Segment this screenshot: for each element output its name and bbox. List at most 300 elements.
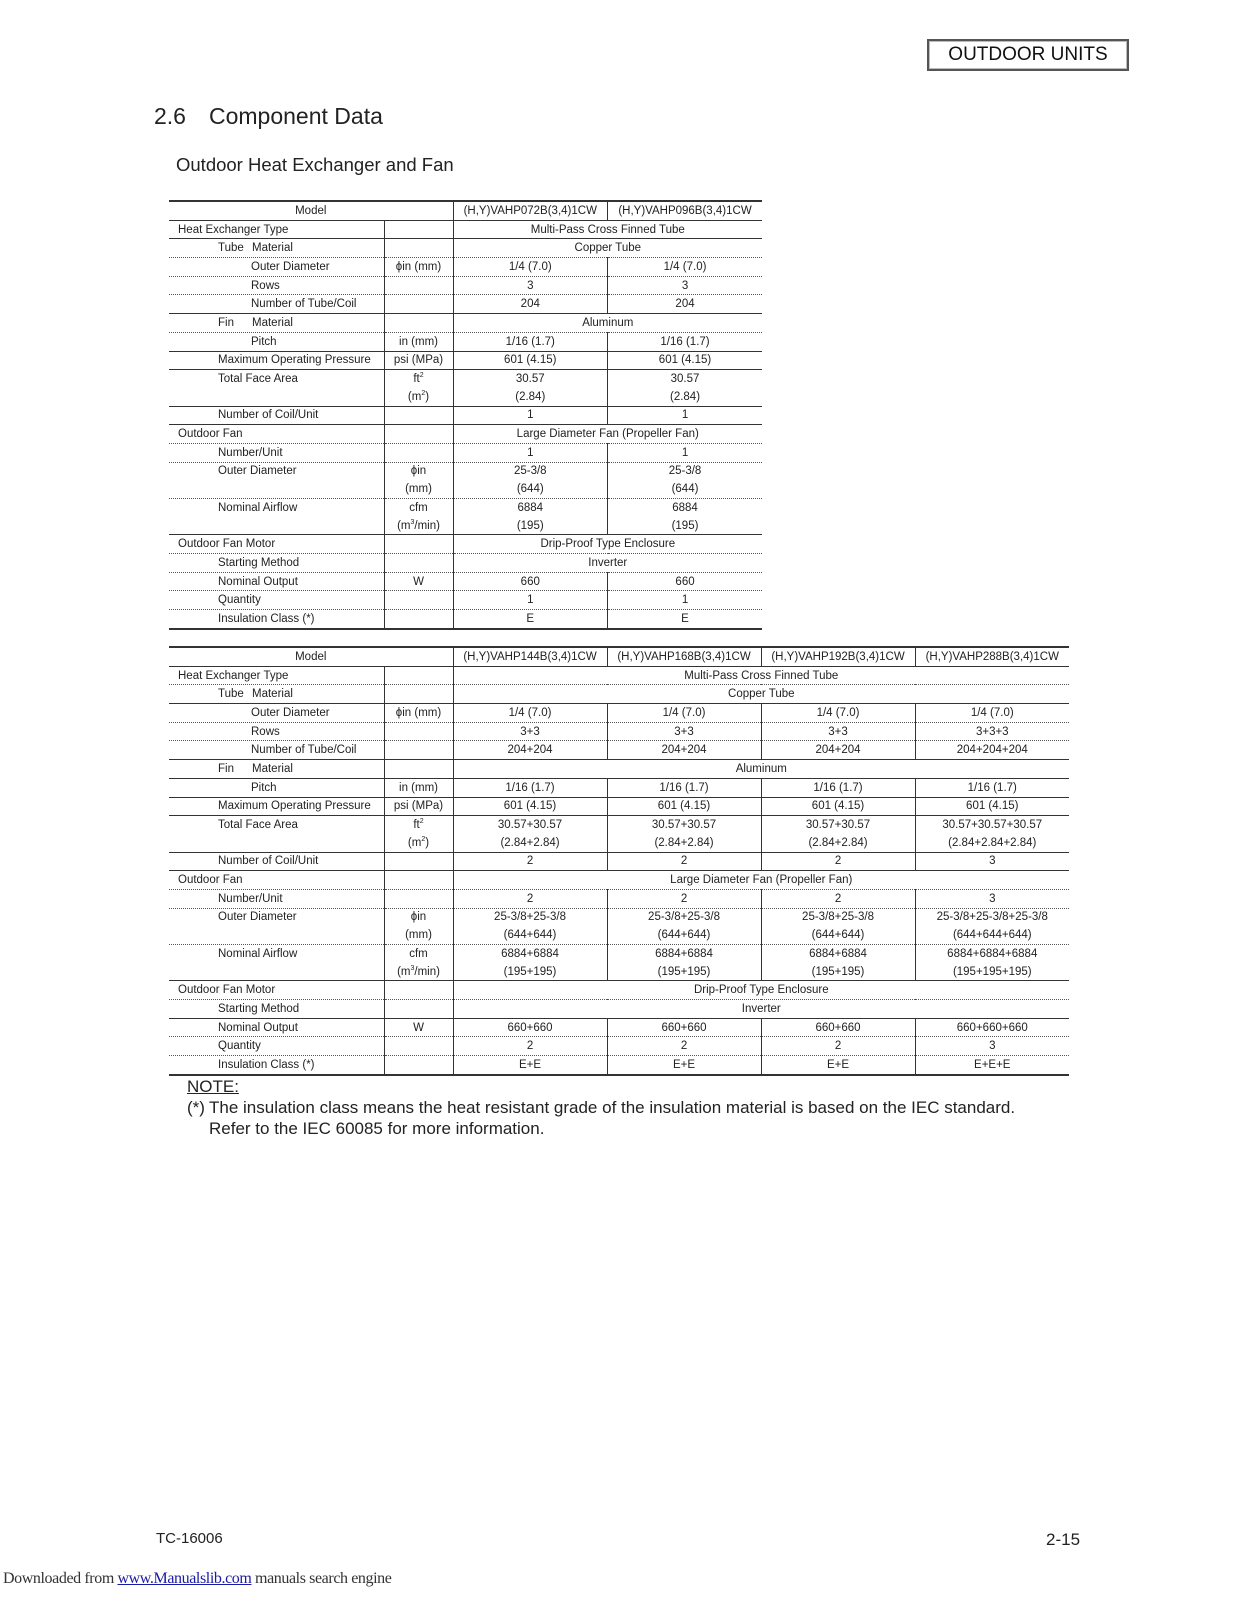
- spec-row: [169, 591, 762, 610]
- spec-row: [169, 981, 1069, 1000]
- row-spanned-value: Multi-Pass Cross Finned Tube: [453, 220, 762, 239]
- row-value: 25-3/8+25-3/8: [453, 908, 607, 926]
- model-name: (H,Y)VAHP072B(3,4)1CW: [453, 201, 608, 220]
- row-unit: [384, 295, 453, 314]
- row-unit: [384, 981, 453, 1000]
- row-value: E+E: [453, 1056, 607, 1075]
- spec-row: [169, 816, 1069, 834]
- row-unit: [384, 704, 453, 723]
- row-unit: [384, 834, 453, 852]
- spec-row: [169, 685, 1069, 704]
- row-label: [169, 778, 384, 797]
- row-label-text: Material: [252, 762, 293, 775]
- row-unit: [384, 1056, 453, 1075]
- row-value: 30.57+30.57: [453, 816, 607, 834]
- row-unit: [384, 852, 453, 871]
- row-value: 30.57: [608, 370, 763, 388]
- row-label-text: Insulation Class (*): [218, 612, 315, 625]
- row-value: (2.84+2.84): [607, 834, 761, 852]
- row-value: E+E+E: [915, 1056, 1069, 1075]
- row-label-text: Number of Coil/Unit: [218, 409, 319, 422]
- row-value: 1: [453, 443, 608, 462]
- row-value: 2: [607, 889, 761, 908]
- unit-text: ϕin: [410, 465, 427, 478]
- row-value: 204+204: [453, 741, 607, 760]
- row-unit: [384, 462, 453, 480]
- row-label-text: Total Face Area: [218, 373, 298, 386]
- unit-text: ϕin (mm): [395, 706, 442, 719]
- row-value: (2.84): [608, 388, 763, 406]
- spec-row: [169, 741, 1069, 760]
- row-value: 1/16 (1.7): [608, 332, 763, 351]
- row-label: [169, 554, 384, 573]
- row-label: [169, 834, 384, 852]
- row-label-text: Pitch: [251, 335, 277, 348]
- row-unit: [384, 871, 453, 890]
- row-value: (195+195): [453, 963, 607, 981]
- row-label: [169, 852, 384, 871]
- row-value: (644+644): [453, 926, 607, 944]
- unit-text: in (mm): [399, 781, 438, 794]
- row-label-text: Rows: [251, 725, 280, 738]
- row-value: 1/4 (7.0): [915, 704, 1069, 723]
- row-value: 1/16 (1.7): [915, 778, 1069, 797]
- spec-row: [169, 1037, 1069, 1056]
- row-label-text: Number of Tube/Coil: [251, 744, 357, 757]
- row-value: 3+3: [453, 722, 607, 741]
- row-unit: [384, 908, 453, 926]
- row-label-text: Outer Diameter: [218, 911, 297, 924]
- row-label: [169, 314, 384, 333]
- row-unit: [384, 963, 453, 981]
- spec-row: [169, 852, 1069, 871]
- row-value: 6884: [453, 499, 608, 517]
- row-label: [169, 908, 384, 926]
- download-suffix: manuals search engine: [251, 1570, 392, 1587]
- row-spanned-value: Copper Tube: [453, 239, 762, 258]
- spec-row: [169, 388, 762, 406]
- spec-row: [169, 704, 1069, 723]
- row-label-text: Outer Diameter: [251, 260, 330, 273]
- row-value: 30.57+30.57+30.57: [915, 816, 1069, 834]
- row-label-text: Nominal Output: [218, 1021, 298, 1034]
- unit-text: in (mm): [399, 335, 438, 348]
- unit-text: (mm): [405, 483, 432, 496]
- row-label: [169, 610, 384, 629]
- row-label: [169, 871, 384, 890]
- row-value: 1/4 (7.0): [608, 258, 763, 277]
- row-label: [169, 572, 384, 591]
- row-value: 1/16 (1.7): [607, 778, 761, 797]
- row-label-text: Nominal Output: [218, 575, 298, 588]
- row-value: 1: [608, 591, 763, 610]
- spec-row: [169, 443, 762, 462]
- row-value: 30.57: [453, 370, 608, 388]
- unit-text: ft: [413, 373, 420, 386]
- row-label: [169, 220, 384, 239]
- spec-row: [169, 572, 762, 591]
- unit-suffix: ): [425, 390, 430, 403]
- note-text-line-2: Refer to the IEC 60085 for more information.: [209, 1119, 545, 1138]
- row-spanned-value: Large Diameter Fan (Propeller Fan): [453, 425, 762, 444]
- model-label: Model: [169, 647, 453, 666]
- row-label-text: Material: [252, 242, 293, 255]
- row-label: [169, 258, 384, 277]
- row-group-tag: Fin: [218, 762, 234, 775]
- row-unit: [384, 666, 453, 685]
- row-unit: [384, 388, 453, 406]
- manualslib-link[interactable]: www.Manualslib.com: [117, 1570, 252, 1587]
- row-spanned-value: Aluminum: [453, 760, 1069, 779]
- row-value: 2: [607, 1037, 761, 1056]
- row-value: 2: [761, 889, 915, 908]
- spec-row: [169, 499, 762, 517]
- row-value: 1: [608, 443, 763, 462]
- row-value: 660+660: [761, 1018, 915, 1037]
- row-value: 1/4 (7.0): [453, 704, 607, 723]
- row-label: [169, 535, 384, 554]
- row-label: [169, 276, 384, 295]
- row-unit: [384, 741, 453, 760]
- row-label: [169, 963, 384, 981]
- section-title: Component Data: [209, 103, 383, 129]
- row-value: 30.57+30.57: [761, 816, 915, 834]
- row-value: 660: [608, 572, 763, 591]
- row-value: 1: [453, 406, 608, 425]
- unit-superscript: 3: [410, 964, 415, 972]
- row-label: [169, 816, 384, 834]
- download-prefix: Downloaded from: [3, 1570, 118, 1587]
- row-label: [169, 760, 384, 779]
- row-value: 25-3/8: [608, 462, 763, 480]
- row-value: 2: [453, 889, 607, 908]
- spec-row: [169, 406, 762, 425]
- note-marker: (*): [187, 1098, 205, 1117]
- row-unit: [384, 332, 453, 351]
- row-label-text: Total Face Area: [218, 819, 298, 832]
- row-value: 204+204: [607, 741, 761, 760]
- row-label: [169, 926, 384, 944]
- unit-text: cfm: [409, 947, 428, 960]
- row-unit: [384, 425, 453, 444]
- row-group-tag: Fin: [218, 316, 234, 329]
- row-label-text: Maximum Operating Pressure: [218, 800, 371, 813]
- component-table-2: [169, 646, 1069, 1076]
- row-label-text: Outer Diameter: [251, 706, 330, 719]
- row-spanned-value: Copper Tube: [453, 685, 1069, 704]
- unit-superscript: 3: [410, 518, 415, 526]
- row-spanned-value: Multi-Pass Cross Finned Tube: [453, 666, 1069, 685]
- row-value: (644+644): [607, 926, 761, 944]
- row-unit: [384, 443, 453, 462]
- unit-text: (mm): [405, 929, 432, 942]
- row-value: 6884+6884: [453, 945, 607, 963]
- row-label-text: Material: [252, 316, 293, 329]
- row-label: [169, 1056, 384, 1075]
- row-spanned-value: Drip-Proof Type Enclosure: [453, 535, 762, 554]
- row-label: [169, 666, 384, 685]
- row-label-text: Number/Unit: [218, 892, 283, 905]
- row-value: (2.84+2.84): [453, 834, 607, 852]
- row-unit: [384, 591, 453, 610]
- spec-row: [169, 239, 762, 258]
- row-value: 601 (4.15): [761, 797, 915, 816]
- row-group-tag: Tube: [218, 688, 244, 701]
- unit-suffix: /min): [414, 965, 440, 978]
- row-label-text: Insulation Class (*): [218, 1058, 315, 1071]
- row-label: [169, 425, 384, 444]
- row-value: 25-3/8+25-3/8: [607, 908, 761, 926]
- unit-superscript: 2: [421, 389, 426, 397]
- unit-text: psi (MPa): [393, 354, 444, 367]
- row-label-text: Number of Coil/Unit: [218, 855, 319, 868]
- spec-row: [169, 908, 1069, 926]
- download-banner: [3, 1570, 391, 1588]
- row-unit: [384, 517, 453, 535]
- model-header-row: [169, 201, 762, 220]
- spec-row: [169, 797, 1069, 816]
- row-unit: [384, 572, 453, 591]
- section-tag: OUTDOOR UNITS: [927, 39, 1129, 71]
- row-value: 6884+6884+6884: [915, 945, 1069, 963]
- spec-row: [169, 332, 762, 351]
- row-unit: [384, 816, 453, 834]
- row-label: [169, 797, 384, 816]
- row-label: [169, 462, 384, 480]
- row-value: 25-3/8+25-3/8+25-3/8: [915, 908, 1069, 926]
- unit-text: (m: [397, 965, 411, 978]
- spec-row: [169, 462, 762, 480]
- row-label: [169, 945, 384, 963]
- row-value: 2: [607, 852, 761, 871]
- row-label: [169, 981, 384, 1000]
- note-text-line-1: The insulation class means the heat resistant grade of the insulation material is based on the IEC standard.: [209, 1098, 1016, 1117]
- spec-row: [169, 554, 762, 573]
- unit-superscript: 2: [421, 835, 426, 843]
- row-value: 204: [453, 295, 608, 314]
- row-label: [169, 370, 384, 388]
- row-unit: [384, 370, 453, 388]
- row-value: 601 (4.15): [608, 351, 763, 370]
- row-label-text: Heat Exchanger Type: [178, 223, 289, 236]
- row-value: 660+660+660: [915, 1018, 1069, 1037]
- row-label: [169, 1037, 384, 1056]
- row-unit: [384, 1018, 453, 1037]
- row-label-text: Starting Method: [218, 556, 300, 569]
- row-label: [169, 239, 384, 258]
- row-value: 2: [761, 852, 915, 871]
- row-value: (195+195+195): [915, 963, 1069, 981]
- row-unit: [384, 889, 453, 908]
- model-name: (H,Y)VAHP096B(3,4)1CW: [608, 201, 763, 220]
- component-table-1: [169, 200, 762, 630]
- row-unit: [384, 778, 453, 797]
- spec-row: [169, 1056, 1069, 1075]
- row-value: 1/16 (1.7): [453, 778, 607, 797]
- row-value: (2.84): [453, 388, 608, 406]
- row-unit: [384, 239, 453, 258]
- row-unit: [384, 610, 453, 629]
- model-label: Model: [169, 201, 453, 220]
- unit-suffix: ): [425, 836, 430, 849]
- row-label: [169, 388, 384, 406]
- row-label: [169, 480, 384, 498]
- row-label-text: Outdoor Fan: [178, 874, 243, 887]
- row-value: 6884+6884: [761, 945, 915, 963]
- row-value: 25-3/8: [453, 462, 608, 480]
- unit-text: (m: [397, 519, 411, 532]
- row-value: 1/4 (7.0): [607, 704, 761, 723]
- spec-row: [169, 517, 762, 535]
- spec-row: [169, 1018, 1069, 1037]
- unit-text: (m: [407, 390, 422, 403]
- row-value: 3: [915, 1037, 1069, 1056]
- row-value: (644+644+644): [915, 926, 1069, 944]
- spec-row: [169, 666, 1069, 685]
- unit-text: cfm: [409, 501, 428, 514]
- section-number: 2.6: [154, 103, 186, 129]
- row-value: (2.84+2.84): [761, 834, 915, 852]
- row-unit: [384, 926, 453, 944]
- row-label-text: Quantity: [218, 594, 261, 607]
- row-value: 3: [915, 852, 1069, 871]
- row-value: 2: [453, 1037, 607, 1056]
- row-label: [169, 1018, 384, 1037]
- row-value: (195): [608, 517, 763, 535]
- spec-row: [169, 425, 762, 444]
- row-unit: [384, 1037, 453, 1056]
- row-label: [169, 722, 384, 741]
- spec-row: [169, 778, 1069, 797]
- section-subtitle: Outdoor Heat Exchanger and Fan: [176, 154, 454, 175]
- row-unit: [384, 685, 453, 704]
- doc-number: TC-16006: [156, 1530, 223, 1547]
- row-value: E+E: [607, 1056, 761, 1075]
- unit-text: ϕin: [410, 911, 427, 924]
- row-value: 1/16 (1.7): [453, 332, 608, 351]
- row-unit: [384, 406, 453, 425]
- row-spanned-value: Inverter: [453, 1000, 1069, 1019]
- row-label: [169, 685, 384, 704]
- row-value: 3: [453, 276, 608, 295]
- row-value: 3+3: [607, 722, 761, 741]
- row-value: E+E: [761, 1056, 915, 1075]
- row-label: [169, 517, 384, 535]
- spec-row: [169, 945, 1069, 963]
- spec-row: [169, 889, 1069, 908]
- row-value: 1: [608, 406, 763, 425]
- row-unit: [384, 760, 453, 779]
- row-spanned-value: Large Diameter Fan (Propeller Fan): [453, 871, 1069, 890]
- spec-row: [169, 610, 762, 629]
- row-value: (644): [608, 480, 763, 498]
- row-label-text: Outdoor Fan Motor: [178, 984, 276, 997]
- row-unit: [384, 276, 453, 295]
- unit-text: W: [413, 1021, 424, 1034]
- row-value: E: [453, 610, 608, 629]
- row-value: 660: [453, 572, 608, 591]
- spec-row: [169, 963, 1069, 981]
- unit-superscript: 2: [419, 818, 424, 826]
- row-value: 2: [761, 1037, 915, 1056]
- row-label-text: Number of Tube/Coil: [251, 298, 357, 311]
- row-value: 204+204: [761, 741, 915, 760]
- row-value: 6884+6884: [607, 945, 761, 963]
- unit-text: W: [413, 575, 424, 588]
- row-value: 1/4 (7.0): [761, 704, 915, 723]
- row-value: (195+195): [607, 963, 761, 981]
- row-value: 660+660: [453, 1018, 607, 1037]
- model-name: (H,Y)VAHP192B(3,4)1CW: [761, 647, 915, 666]
- row-label: [169, 499, 384, 517]
- row-label: [169, 889, 384, 908]
- row-label-text: Heat Exchanger Type: [178, 669, 289, 682]
- row-unit: [384, 351, 453, 370]
- row-label-text: Material: [252, 688, 293, 701]
- row-value: 3: [915, 889, 1069, 908]
- row-spanned-value: Drip-Proof Type Enclosure: [453, 981, 1069, 1000]
- spec-row: [169, 535, 762, 554]
- row-value: 1/4 (7.0): [453, 258, 608, 277]
- row-unit: [384, 945, 453, 963]
- row-label: [169, 406, 384, 425]
- spec-row: [169, 314, 762, 333]
- row-value: 601 (4.15): [915, 797, 1069, 816]
- spec-row: [169, 370, 762, 388]
- row-unit: [384, 535, 453, 554]
- spec-row: [169, 258, 762, 277]
- row-label: [169, 443, 384, 462]
- spec-row: [169, 295, 762, 314]
- spec-row: [169, 760, 1069, 779]
- page-number: 2-15: [1046, 1530, 1081, 1549]
- row-label: [169, 591, 384, 610]
- row-value: 1/16 (1.7): [761, 778, 915, 797]
- row-label-text: Number/Unit: [218, 446, 283, 459]
- row-label-text: Nominal Airflow: [218, 947, 298, 960]
- row-value: 25-3/8+25-3/8: [761, 908, 915, 926]
- unit-text: ft: [413, 819, 420, 832]
- row-label-text: Outer Diameter: [218, 465, 297, 478]
- row-value: 601 (4.15): [607, 797, 761, 816]
- row-unit: [384, 258, 453, 277]
- row-value: (2.84+2.84+2.84): [915, 834, 1069, 852]
- model-name: (H,Y)VAHP288B(3,4)1CW: [915, 647, 1069, 666]
- row-unit: [384, 480, 453, 498]
- row-label-text: Outdoor Fan: [178, 428, 243, 441]
- spec-row: [169, 926, 1069, 944]
- row-value: 3: [608, 276, 763, 295]
- row-label-text: Outdoor Fan Motor: [178, 538, 276, 551]
- row-unit: [384, 314, 453, 333]
- spec-row: [169, 1000, 1069, 1019]
- row-spanned-value: Aluminum: [453, 314, 762, 333]
- note-title: NOTE:: [187, 1077, 239, 1096]
- row-value: 3+3: [761, 722, 915, 741]
- row-label: [169, 351, 384, 370]
- spec-row: [169, 276, 762, 295]
- row-label-text: Nominal Airflow: [218, 501, 298, 514]
- row-unit: [384, 554, 453, 573]
- unit-superscript: 2: [419, 372, 424, 380]
- row-value: 1: [453, 591, 608, 610]
- unit-text: ϕin (mm): [395, 260, 442, 273]
- row-group-tag: Tube: [218, 242, 244, 255]
- model-name: (H,Y)VAHP168B(3,4)1CW: [607, 647, 761, 666]
- row-label-text: Maximum Operating Pressure: [218, 354, 371, 367]
- row-label-text: Rows: [251, 279, 280, 292]
- model-name: (H,Y)VAHP144B(3,4)1CW: [453, 647, 607, 666]
